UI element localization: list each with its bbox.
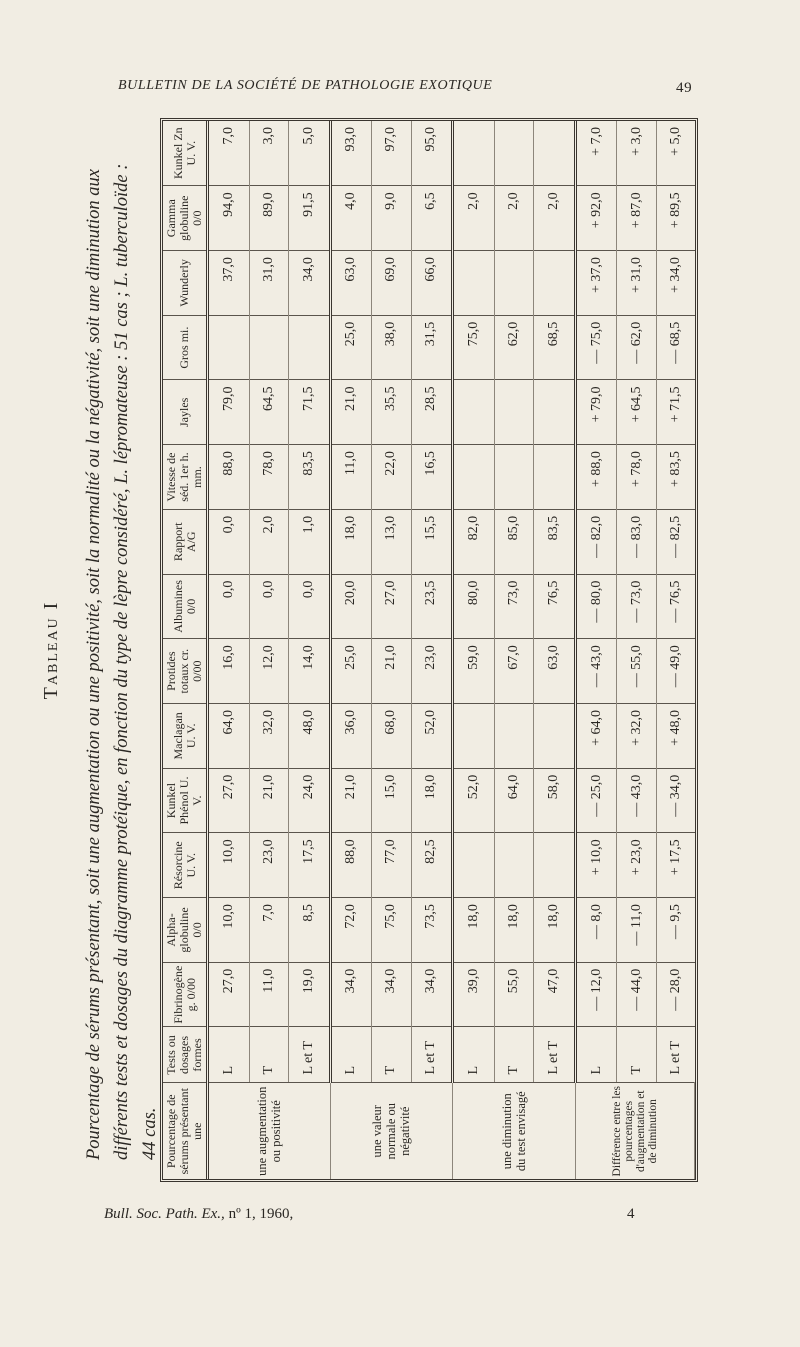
form-label: T bbox=[372, 1027, 411, 1083]
table-cell: 28,5 bbox=[411, 380, 453, 445]
table-cell: 82,0 bbox=[453, 509, 495, 574]
table-cell: 7,0 bbox=[208, 121, 250, 186]
table-cell: 69,0 bbox=[372, 251, 411, 316]
table-cell bbox=[494, 445, 533, 510]
table-cell: — 83,0 bbox=[617, 509, 656, 574]
table-row bbox=[411, 121, 453, 1179]
table-cell: 88,0 bbox=[208, 445, 250, 510]
table-cell: 58,0 bbox=[534, 768, 576, 833]
table-cell: 68,5 bbox=[534, 315, 576, 380]
table-cell: 31,0 bbox=[249, 251, 288, 316]
table-cell: 18,0 bbox=[330, 509, 372, 574]
table-cell bbox=[534, 121, 576, 186]
table-cell: 25,0 bbox=[330, 639, 372, 704]
table-cell bbox=[288, 315, 330, 380]
table-cell: 38,0 bbox=[372, 315, 411, 380]
sheet-number: 4 bbox=[627, 1206, 635, 1222]
table-cell: — 62,0 bbox=[617, 315, 656, 380]
column-header: Résorcine U. V. bbox=[163, 833, 208, 898]
form-label: T bbox=[494, 1027, 533, 1083]
group-label: une augmentation ou positivité bbox=[208, 1083, 331, 1179]
table-cell: 39,0 bbox=[453, 962, 495, 1027]
table-cell: 11,0 bbox=[330, 445, 372, 510]
table-cell: 21,0 bbox=[372, 639, 411, 704]
form-label: L et T bbox=[656, 1027, 694, 1083]
table-row bbox=[208, 121, 250, 1179]
table-cell: 67,0 bbox=[494, 639, 533, 704]
table-cell: 83,5 bbox=[534, 509, 576, 574]
table-cell: 2,0 bbox=[534, 186, 576, 251]
table-cell: — 82,0 bbox=[575, 509, 617, 574]
table-cell: 2,0 bbox=[453, 186, 495, 251]
table-cell: 52,0 bbox=[411, 703, 453, 768]
table-cell: + 79,0 bbox=[575, 380, 617, 445]
table-cell bbox=[534, 445, 576, 510]
table-cell bbox=[453, 833, 495, 898]
table-row bbox=[575, 121, 617, 1179]
table-cell: — 82,5 bbox=[656, 509, 694, 574]
table-cell: 27,0 bbox=[372, 574, 411, 639]
corner-header: Tests ou dosages formes bbox=[163, 1027, 208, 1083]
table-cell bbox=[453, 251, 495, 316]
table-cell: + 17,5 bbox=[656, 833, 694, 898]
page-number: 49 bbox=[676, 80, 693, 96]
table-cell: — 43,0 bbox=[617, 768, 656, 833]
table-cell: 55,0 bbox=[494, 962, 533, 1027]
form-label: L et T bbox=[288, 1027, 330, 1083]
table-title: Tableau I bbox=[40, 600, 62, 700]
table-cell: + 48,0 bbox=[656, 703, 694, 768]
table-cell: 37,0 bbox=[208, 251, 250, 316]
table-cell: — 68,5 bbox=[656, 315, 694, 380]
table-cell: 27,0 bbox=[208, 768, 250, 833]
table-cell: 71,5 bbox=[288, 380, 330, 445]
table-cell: + 88,0 bbox=[575, 445, 617, 510]
table-cell: 75,0 bbox=[453, 315, 495, 380]
table-cell: 0,0 bbox=[208, 574, 250, 639]
column-header: Protides totaux cr. 0/00 bbox=[163, 639, 208, 704]
table-cell: 16,5 bbox=[411, 445, 453, 510]
table-cell: 95,0 bbox=[411, 121, 453, 186]
table-cell: 64,5 bbox=[249, 380, 288, 445]
table-cell: 62,0 bbox=[494, 315, 533, 380]
table-cell: 16,0 bbox=[208, 639, 250, 704]
table-cell bbox=[494, 380, 533, 445]
table-cell: 18,0 bbox=[494, 898, 533, 963]
table-cell: 19,0 bbox=[288, 962, 330, 1027]
table-cell: + 64,0 bbox=[575, 703, 617, 768]
table-cell: + 64,5 bbox=[617, 380, 656, 445]
table-cell: 68,0 bbox=[372, 703, 411, 768]
table-cell: 73,0 bbox=[494, 574, 533, 639]
table-cell bbox=[494, 833, 533, 898]
table-cell: 1,0 bbox=[288, 509, 330, 574]
group-label: une valeur normale ou négativité bbox=[330, 1083, 453, 1179]
table-cell: + 37,0 bbox=[575, 251, 617, 316]
table-cell: 14,0 bbox=[288, 639, 330, 704]
column-header: Fibrinogène g. 0/00 bbox=[163, 962, 208, 1027]
table-cell: — 75,0 bbox=[575, 315, 617, 380]
table-cell: 7,0 bbox=[249, 898, 288, 963]
table-cell: 47,0 bbox=[534, 962, 576, 1027]
table-cell: 52,0 bbox=[453, 768, 495, 833]
table-cell: + 34,0 bbox=[656, 251, 694, 316]
form-label: L bbox=[575, 1027, 617, 1083]
table-cell: 12,0 bbox=[249, 639, 288, 704]
table-cell: 83,5 bbox=[288, 445, 330, 510]
table-cell: 94,0 bbox=[208, 186, 250, 251]
table-cell bbox=[249, 315, 288, 380]
table-row bbox=[453, 121, 495, 1179]
table-row bbox=[617, 121, 656, 1179]
table-cell: 27,0 bbox=[208, 962, 250, 1027]
column-header: Kunkel Phénol U. V. bbox=[163, 768, 208, 833]
form-label: L et T bbox=[411, 1027, 453, 1083]
table-cell bbox=[494, 251, 533, 316]
table-cell: 64,0 bbox=[208, 703, 250, 768]
column-header: Rapport A/G bbox=[163, 509, 208, 574]
table-cell: 23,0 bbox=[411, 639, 453, 704]
table-cell: 88,0 bbox=[330, 833, 372, 898]
table-cell: — 12,0 bbox=[575, 962, 617, 1027]
table-cell: + 92,0 bbox=[575, 186, 617, 251]
table-cell bbox=[534, 380, 576, 445]
table-cell: 80,0 bbox=[453, 574, 495, 639]
table-cell: 0,0 bbox=[208, 509, 250, 574]
table-cell: — 9,5 bbox=[656, 898, 694, 963]
table-cell: 64,0 bbox=[494, 768, 533, 833]
table-cell: 59,0 bbox=[453, 639, 495, 704]
data-table bbox=[163, 121, 695, 1179]
table-cell: 66,0 bbox=[411, 251, 453, 316]
table-cell: 2,0 bbox=[249, 509, 288, 574]
group-label: Différence entre les pourcentages d'augmentation et de diminution bbox=[575, 1083, 694, 1179]
table-cell: 4,0 bbox=[330, 186, 372, 251]
table-cell: + 3,0 bbox=[617, 121, 656, 186]
table-cell: — 73,0 bbox=[617, 574, 656, 639]
table-cell bbox=[453, 380, 495, 445]
table-cell: — 11,0 bbox=[617, 898, 656, 963]
table-row bbox=[534, 121, 576, 1179]
table-cell: 34,0 bbox=[372, 962, 411, 1027]
column-header: Kunkel Zn U. V. bbox=[163, 121, 208, 186]
column-header: Wunderly bbox=[163, 251, 208, 316]
table-cell: 18,0 bbox=[534, 898, 576, 963]
table-cell: + 7,0 bbox=[575, 121, 617, 186]
table-cell: 78,0 bbox=[249, 445, 288, 510]
table-cell bbox=[208, 315, 250, 380]
table-cell bbox=[534, 833, 576, 898]
table-cell: 17,5 bbox=[288, 833, 330, 898]
table-cell: 63,0 bbox=[534, 639, 576, 704]
table-cell bbox=[494, 121, 533, 186]
table-cell: 21,0 bbox=[249, 768, 288, 833]
table-cell: + 83,5 bbox=[656, 445, 694, 510]
table-row bbox=[494, 121, 533, 1179]
table-cell: + 10,0 bbox=[575, 833, 617, 898]
table-cell: 0,0 bbox=[288, 574, 330, 639]
table-cell: 18,0 bbox=[411, 768, 453, 833]
table-cell: — 44,0 bbox=[617, 962, 656, 1027]
table-cell: 0,0 bbox=[249, 574, 288, 639]
group-label: une diminution du test envisagé bbox=[453, 1083, 576, 1179]
table-cell: — 49,0 bbox=[656, 639, 694, 704]
table-cell: 85,0 bbox=[494, 509, 533, 574]
table-cell bbox=[453, 121, 495, 186]
table-cell: 22,0 bbox=[372, 445, 411, 510]
column-header: Maclagan U. V. bbox=[163, 703, 208, 768]
table-cell: 79,0 bbox=[208, 380, 250, 445]
table-cell: 13,0 bbox=[372, 509, 411, 574]
table-cell bbox=[453, 703, 495, 768]
table-cell bbox=[494, 703, 533, 768]
table-cell: 6,5 bbox=[411, 186, 453, 251]
table-cell: — 76,5 bbox=[656, 574, 694, 639]
table-cell: 75,0 bbox=[372, 898, 411, 963]
table-cell: — 80,0 bbox=[575, 574, 617, 639]
table-cell: 32,0 bbox=[249, 703, 288, 768]
table-caption: Pourcentage de sérums présentant, soit une augmentation ou une positivité, soit la normalité ou la négativité, soit une diminution aux différents tests et dosages du diagramme protéique, en fonction du type de lèpre considéré, L. lépromateuse : 51 cas ; L. tuberculoïde : 44 cas. bbox=[84, 163, 160, 1160]
table-cell: 20,0 bbox=[330, 574, 372, 639]
table-cell: 73,5 bbox=[411, 898, 453, 963]
column-header: Gros mi. bbox=[163, 315, 208, 380]
table-cell bbox=[453, 445, 495, 510]
table-cell: + 23,0 bbox=[617, 833, 656, 898]
data-table-frame bbox=[160, 118, 698, 1182]
column-header: Vitesse de séd. 1er h. mm. bbox=[163, 445, 208, 510]
table-cell: 97,0 bbox=[372, 121, 411, 186]
table-cell: 15,5 bbox=[411, 509, 453, 574]
table-cell: 34,0 bbox=[330, 962, 372, 1027]
table-cell: + 31,0 bbox=[617, 251, 656, 316]
table-cell: 15,0 bbox=[372, 768, 411, 833]
table-cell: 35,5 bbox=[372, 380, 411, 445]
table-cell: + 71,5 bbox=[656, 380, 694, 445]
running-title: BULLETIN DE LA SOCIÉTÉ DE PATHOLOGIE EXOTIQUE bbox=[118, 78, 493, 93]
table-cell: 11,0 bbox=[249, 962, 288, 1027]
table-cell: — 25,0 bbox=[575, 768, 617, 833]
table-cell: 23,0 bbox=[249, 833, 288, 898]
table-cell: 31,5 bbox=[411, 315, 453, 380]
table-cell: 21,0 bbox=[330, 380, 372, 445]
table-cell: — 28,0 bbox=[656, 962, 694, 1027]
form-label: L bbox=[208, 1027, 250, 1083]
table-cell: 76,5 bbox=[534, 574, 576, 639]
table-cell: — 43,0 bbox=[575, 639, 617, 704]
table-cell: 48,0 bbox=[288, 703, 330, 768]
column-header: Jayles bbox=[163, 380, 208, 445]
table-cell: 93,0 bbox=[330, 121, 372, 186]
table-cell: 8,5 bbox=[288, 898, 330, 963]
table-cell: + 5,0 bbox=[667, 127, 683, 156]
table-cell: 34,0 bbox=[411, 962, 453, 1027]
table-cell: + 89,5 bbox=[656, 186, 694, 251]
table-row bbox=[656, 121, 694, 1179]
table-cell: 36,0 bbox=[330, 703, 372, 768]
table-cell: 25,0 bbox=[330, 315, 372, 380]
table-cell: 10,0 bbox=[208, 898, 250, 963]
table-cell: 21,0 bbox=[330, 768, 372, 833]
table-row bbox=[288, 121, 330, 1179]
table-cell: 3,0 bbox=[249, 121, 288, 186]
table-cell: 91,5 bbox=[288, 186, 330, 251]
header-row bbox=[163, 121, 208, 1179]
form-label: T bbox=[249, 1027, 288, 1083]
table-cell: — 55,0 bbox=[617, 639, 656, 704]
column-header: Gamma globuline 0/0 bbox=[163, 186, 208, 251]
table-row bbox=[330, 121, 372, 1179]
table-cell: 34,0 bbox=[288, 251, 330, 316]
table-row bbox=[372, 121, 411, 1179]
form-label: L et T bbox=[534, 1027, 576, 1083]
table-cell: + 32,0 bbox=[617, 703, 656, 768]
column-header: Albumines 0/0 bbox=[163, 574, 208, 639]
form-label: T bbox=[617, 1027, 656, 1083]
table-cell: 23,5 bbox=[411, 574, 453, 639]
left-header: Pourcentage de sérums présentant une bbox=[163, 1083, 208, 1179]
table-cell: 82,5 bbox=[411, 833, 453, 898]
table-cell: 63,0 bbox=[330, 251, 372, 316]
rotated-table-block bbox=[40, 110, 700, 1190]
table-cell: — 8,0 bbox=[575, 898, 617, 963]
table-cell: + 78,0 bbox=[617, 445, 656, 510]
table-cell bbox=[534, 251, 576, 316]
table-cell: 9,0 bbox=[372, 186, 411, 251]
journal-citation: Bull. Soc. Path. Ex., nº 1, 1960, bbox=[104, 1206, 294, 1222]
table-cell: 89,0 bbox=[249, 186, 288, 251]
table-row bbox=[249, 121, 288, 1179]
table-cell: — 34,0 bbox=[656, 768, 694, 833]
form-label: L bbox=[453, 1027, 495, 1083]
table-cell: 18,0 bbox=[453, 898, 495, 963]
table-cell: 5,0 bbox=[288, 121, 330, 186]
table-cell: + 87,0 bbox=[617, 186, 656, 251]
table-cell bbox=[534, 703, 576, 768]
table-cell: 10,0 bbox=[208, 833, 250, 898]
table-cell: 2,0 bbox=[494, 186, 533, 251]
table-cell: 72,0 bbox=[330, 898, 372, 963]
table-cell: 24,0 bbox=[288, 768, 330, 833]
form-label: L bbox=[330, 1027, 372, 1083]
table-cell: 77,0 bbox=[372, 833, 411, 898]
column-header: Alpha-globuline 0/0 bbox=[163, 898, 208, 963]
